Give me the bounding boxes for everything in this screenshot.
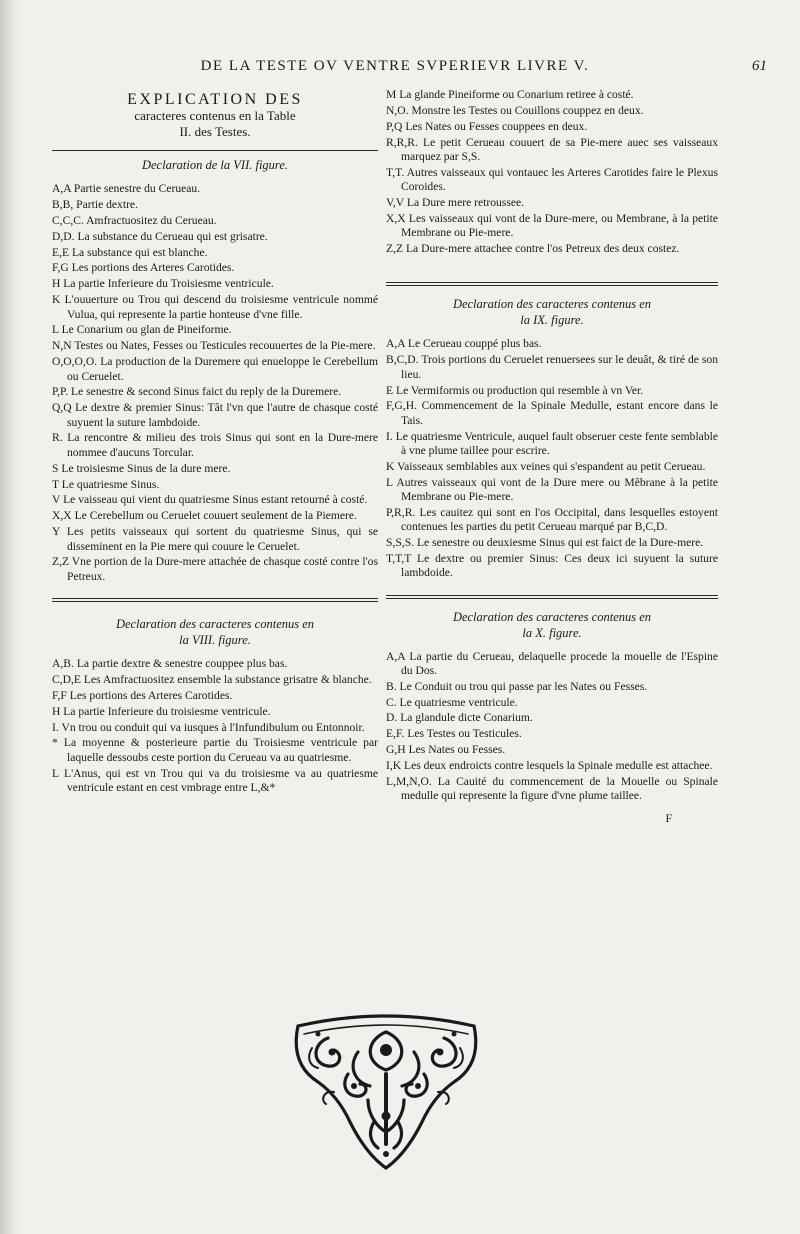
legend-entry — [386, 775, 718, 804]
legend-text: La partie dextre & senestre couppee plus bas. — [76, 657, 288, 670]
legend-entry — [386, 104, 718, 118]
legend-entry — [52, 198, 378, 212]
legend-entry — [52, 431, 378, 460]
legend-key: T,T. — [386, 165, 405, 179]
legend-text: Les Nates ou Fesses. — [408, 743, 506, 757]
explication-title-line3: II. des Testes. — [179, 124, 251, 139]
section-rule — [386, 282, 718, 286]
legend-entry — [386, 460, 718, 474]
legend-entry — [52, 689, 378, 703]
section-title-x — [386, 609, 718, 641]
legend-entry — [386, 399, 718, 428]
legend-entry — [386, 759, 718, 773]
legend-entry — [52, 555, 378, 584]
legend-text: Le Cerueau couppé plus bas. — [407, 337, 542, 351]
legend-key: M — [386, 88, 397, 101]
legend-text: Les portions des Arteres Carotides. — [69, 688, 233, 702]
section-title-ix — [386, 296, 718, 328]
legend-text: Amfractuositez du Cerueau. — [86, 213, 217, 227]
legend-entry — [52, 277, 378, 291]
legend-key: R. — [52, 431, 63, 445]
legend-key: I,K — [386, 759, 402, 773]
page-number: 61 — [752, 58, 767, 74]
legend-key: C. — [386, 695, 397, 709]
section-rule — [386, 595, 718, 599]
explication-title-line2: caracteres contenus en la Table — [134, 108, 296, 123]
legend-key: L — [52, 323, 59, 337]
legend-text: Les cauitez qui sont en l'os Occipital, dans lesquelles estoyent contenues les parties du petit Cerueau marqué par B,C,D. — [401, 505, 718, 534]
legend-entry — [386, 430, 718, 459]
legend-key: B. — [386, 679, 397, 693]
legend-text: Le dextre & premier Sinus: Tât l'vn que l'autre de chasque costé suyuent la suture lambdoide. — [67, 401, 378, 429]
legend-text: Vn trou ou conduit qui va iusques à l'Infundibulum ou Entonnoir. — [61, 720, 365, 734]
legend-entry — [52, 355, 378, 384]
right-column — [386, 88, 718, 826]
legend-entry — [386, 212, 718, 241]
legend-text: La moyenne & posterieure partie du Troisiesme ventricule par laquelle dessoubs ceste portion du Cerueau va au quatriesme. — [63, 736, 378, 764]
legend-key: E — [386, 383, 394, 397]
legend-key: F,G — [52, 261, 69, 275]
legend-key: H — [52, 704, 61, 718]
legend-key: N,O. — [386, 103, 409, 117]
legend-key: * — [52, 736, 58, 750]
legend-text: Partie dextre. — [76, 197, 138, 211]
legend-entry — [52, 478, 378, 492]
legend-key: X,X — [52, 509, 72, 523]
legend-key: R,R,R. — [386, 135, 418, 149]
legend-key: L — [52, 766, 59, 780]
legend-key: P,Q — [386, 119, 403, 133]
legend-text: Les vaisseaux qui vont de la Dure-mere, ou Membrane, à la petite Membrane ou Pie-mere. — [401, 211, 718, 240]
legend-entry — [386, 136, 718, 165]
legend-key: A,A — [52, 182, 72, 195]
legend-key: F,F — [52, 688, 67, 702]
legend-entry — [52, 767, 378, 796]
legend-list-x — [386, 650, 718, 804]
legend-text: Trois portions du Ceruelet renuersees sur le deuât, & tiré de son lieu. — [401, 353, 718, 381]
running-title: DE LA TESTE OV VENTRE SVPERIEVR LIVRE V. — [200, 58, 590, 74]
legend-key: B,B, — [52, 197, 74, 211]
legend-key: N,N — [52, 339, 72, 353]
section-rule — [52, 598, 378, 602]
legend-entry — [386, 88, 718, 102]
section-title-ix-line2: la IX. figure. — [520, 313, 584, 328]
legend-entry — [52, 462, 378, 476]
legend-key: P,R,R. — [386, 505, 416, 519]
legend-entry — [386, 552, 718, 581]
legend-text: Le Cerebellum ou Ceruelet couuert seulement de la Piemere. — [74, 509, 357, 523]
fleuron-ornament-icon — [288, 1004, 484, 1172]
legend-key: K — [52, 293, 61, 307]
legend-text: La Cauité du commencement de la Mouelle ou Spinale medulle qui represente la figure d'vne plume taillee. — [401, 775, 719, 803]
legend-entry — [386, 506, 718, 535]
legend-entry — [52, 509, 378, 523]
legend-entry — [52, 214, 378, 228]
explication-title — [52, 92, 378, 140]
left-column — [52, 88, 378, 797]
section-title-ix-line1: Declaration des caracteres contenus en — [452, 297, 652, 312]
section-title-x-line2: la X. figure. — [522, 625, 582, 640]
legend-key: Z,Z — [52, 555, 70, 569]
legend-list-viii — [52, 657, 378, 795]
section-title-x-line1: Declaration des caracteres contenus en — [452, 609, 652, 624]
legend-key: A,A — [386, 337, 406, 351]
legend-text: Commencement de la Spinale Medulle, estant encore dans le Tais. — [401, 399, 718, 427]
legend-key: V,V — [386, 196, 404, 210]
legend-text: Le senestre & second Sinus faict du reply de la Duremere. — [71, 385, 342, 399]
legend-text: Partie senestre du Cerueau. — [73, 182, 201, 195]
legend-entry — [386, 536, 718, 550]
section-title-vii — [52, 157, 378, 173]
legend-key: B,C,D. — [386, 353, 419, 367]
legend-entry — [386, 727, 718, 741]
legend-key: A,A — [386, 649, 406, 663]
legend-text: La partie du Cerueau, delaquelle procede la mouelle de l'Espine du Dos. — [401, 649, 718, 677]
legend-text: Les petits vaisseaux qui sortent du quatriesme Sinus, qui se disseminent en la Pie mere qui couure le Ceruelet. — [66, 525, 378, 553]
legend-text: La substance qui est blanche. — [71, 245, 208, 259]
legend-text: Testes ou Nates, Fesses ou Testicules recouuertes de la Pie-mere. — [74, 339, 376, 353]
legend-key: V — [52, 493, 61, 507]
legend-text: La glandule dicte Conarium. — [400, 711, 533, 725]
legend-text: Monstre les Testes ou Couillons couppez en deux. — [411, 103, 644, 117]
legend-key: I. — [386, 429, 393, 443]
legend-list-ix — [386, 337, 718, 580]
legend-text: Le quatriesme ventricule. — [399, 695, 518, 709]
legend-key: C,D,E — [52, 672, 81, 686]
legend-key: S,S,S. — [386, 536, 415, 550]
legend-entry — [52, 182, 378, 196]
legend-text: Vne portion de la Dure-mere attachée de chasque costé contre l'os Petreux. — [67, 555, 378, 583]
legend-entry — [52, 230, 378, 244]
legend-key: D. — [386, 711, 398, 725]
legend-entry — [52, 246, 378, 260]
legend-text: Le Conduit ou trou qui passe par les Nates ou Fesses. — [399, 679, 648, 693]
legend-key: T,T,T — [386, 551, 412, 565]
legend-entry — [386, 196, 718, 210]
legend-entry — [52, 657, 378, 671]
legend-entry — [386, 353, 718, 382]
signature-mark: F — [665, 811, 672, 825]
legend-entry — [52, 339, 378, 353]
legend-text: Les Testes ou Testicules. — [407, 727, 522, 741]
legend-text: Le senestre ou deuxiesme Sinus qui est faict de la Dure-mere. — [416, 536, 704, 550]
legend-text: La rencontre & milieu des trois Sinus qui sont en la Dure-mere nommee d'aucuns Torcular. — [67, 431, 378, 459]
legend-entry — [386, 680, 718, 694]
legend-key: T — [52, 477, 59, 491]
legend-text: Les portions des Arteres Carotides. — [71, 261, 235, 275]
legend-key: I. — [52, 720, 59, 734]
legend-key: X,X — [386, 211, 406, 225]
legend-entry — [52, 493, 378, 507]
legend-text: Les Nates ou Fesses couppees en deux. — [405, 119, 588, 133]
legend-text: La production de la Duremere qui enueloppe le Cerebellum ou Ceruelet. — [67, 355, 378, 383]
legend-entry — [386, 696, 718, 710]
legend-text: Le quatriesme Sinus. — [61, 477, 160, 491]
legend-key: Y — [52, 525, 60, 539]
legend-text: L'Anus, qui est vn Trou qui va du troisiesme va au quatriesme ventricule estant en cest vmbrage entre L,&* — [63, 766, 378, 794]
legend-key: H — [52, 277, 61, 291]
legend-list-vii — [52, 182, 378, 584]
legend-entry — [52, 705, 378, 719]
legend-entry — [386, 650, 718, 679]
legend-entry — [52, 673, 378, 687]
legend-key: D,D. — [52, 229, 75, 243]
legend-text: Le Vermiformis ou production qui resemble à vn Ver. — [396, 383, 644, 397]
legend-text: Le vaisseau qui vient du quatriesme Sinus estant retourné à costé. — [63, 493, 368, 507]
legend-text: La partie Inferieure du Troisiesme ventricule. — [63, 277, 274, 291]
legend-key: F,G,H. — [386, 399, 417, 413]
legend-entry — [52, 261, 378, 275]
legend-entry — [52, 323, 378, 337]
legend-text: La Dure-mere attachee contre l'os Petreux des deux costez. — [405, 242, 680, 256]
legend-key: E,F. — [386, 727, 405, 741]
legend-key: Z,Z — [386, 242, 404, 256]
legend-entry — [386, 337, 718, 351]
legend-text: Les deux endroicts contre lesquels la Spinale medulle est attachee. — [404, 759, 713, 773]
legend-text: L'ouuerture ou Trou qui descend du troisiesme ventricule nommé Vulua, qui represente la partie honteuse d'vne fille. — [64, 293, 379, 321]
legend-text: La Dure mere retroussee. — [406, 196, 525, 210]
legend-entry — [52, 525, 378, 554]
legend-text: Autres vaisseaux qui vontauec les Arteres Carotides faire le Plexus Coroides. — [401, 165, 718, 194]
section-title-viii — [52, 616, 378, 648]
legend-entry — [52, 721, 378, 735]
legend-text: Le troisiesme Sinus de la dure mere. — [61, 461, 231, 475]
legend-key: L,M,N,O. — [386, 775, 432, 789]
legend-key: E,E — [52, 245, 70, 259]
legend-entry — [52, 293, 378, 322]
legend-key: L — [386, 475, 393, 489]
legend-text: Le quatriesme Ventricule, auquel fault obseruer ceste fente semblable à vne plume taillee pour escrire. — [395, 429, 718, 457]
legend-text: Le Conarium ou glan de Pineiforme. — [61, 323, 232, 337]
legend-text: La partie Inferieure du troisiesme ventricule. — [63, 704, 271, 718]
section-title-vii-text: Declaration de la VII. figure. — [141, 158, 289, 172]
legend-key: C,C,C. — [52, 213, 84, 227]
legend-text: Le petit Cerueau couuert de sa Pie-mere auec ses vaisseaux marquez par S,S. — [401, 135, 718, 163]
legend-text: Autres vaisseaux qui vont de la Dure mere ou Mêbrane à la petite Membrane ou Pie-mere. — [396, 475, 718, 503]
legend-entry — [386, 743, 718, 757]
legend-entry — [386, 476, 718, 505]
legend-key: Q,Q — [52, 401, 72, 415]
legend-key: O,O,O,O. — [52, 355, 98, 369]
legend-text: Les Amfractuositez ensemble la substance grisatre & blanche. — [83, 672, 372, 686]
section-title-viii-line2: la VIII. figure. — [179, 633, 251, 647]
legend-entry — [52, 385, 378, 399]
legend-key: P,P. — [52, 385, 69, 399]
section-title-viii-line1: Declaration des caracteres contenus en — [115, 617, 315, 631]
legend-list-viii-continued — [386, 88, 718, 256]
legend-key: G,H — [386, 743, 406, 757]
legend-entry — [386, 120, 718, 134]
legend-key: S — [52, 461, 59, 475]
legend-entry — [52, 736, 378, 765]
legend-text: Vaisseaux semblables aux veines qui s'espandent au petit Cerueau. — [397, 459, 706, 473]
legend-text: Le dextre ou premier Sinus: Ces deux ici suyuent la suture lambdoide. — [401, 551, 718, 580]
explication-title-line1: EXPLICATION DES — [127, 91, 303, 108]
legend-entry — [386, 384, 718, 398]
legend-entry — [52, 401, 378, 430]
section-rule — [52, 150, 378, 151]
legend-text: La glande Pineiforme ou Conarium retiree à costé. — [399, 88, 634, 101]
legend-text: La substance du Cerueau qui est grisatre. — [77, 229, 268, 243]
legend-key: K — [386, 459, 395, 473]
legend-entry — [386, 166, 718, 195]
legend-key: A,B. — [52, 657, 74, 670]
legend-entry — [386, 711, 718, 725]
legend-entry — [386, 242, 718, 256]
